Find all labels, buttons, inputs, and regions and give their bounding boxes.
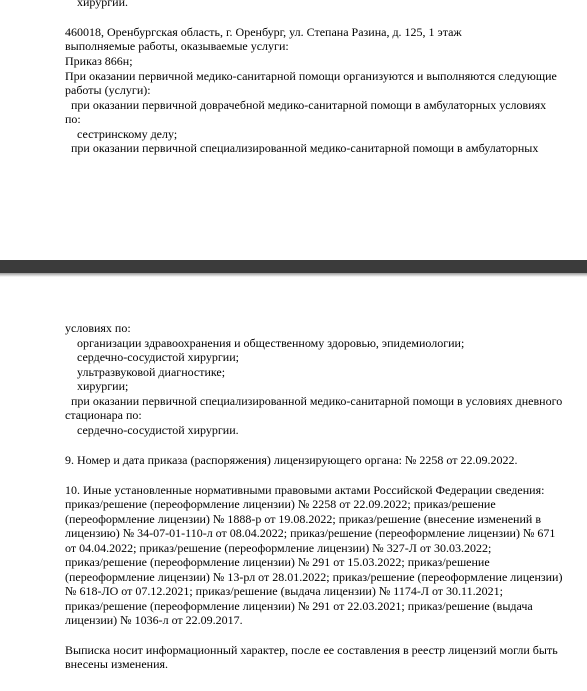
text-line: сестринскому делу; bbox=[77, 127, 178, 141]
text-line: сердечно-сосудистой хирургии; bbox=[77, 350, 239, 364]
text-line: при оказании первичной специализированной медико-санитарной помощи в амбулаторных bbox=[71, 141, 539, 155]
text-line: выполняемые работы, оказываемые услуги: bbox=[65, 39, 289, 53]
text-line: Приказ 866н; bbox=[65, 54, 133, 68]
text-line: хирургии. bbox=[77, 0, 129, 9]
page-separator bbox=[0, 260, 587, 273]
text-line: приказ/решение (переоформление лицензии) № 291 от 15.03.2022; приказ/решение bbox=[65, 555, 490, 569]
text-line: при оказании первичной доврачебной медико-санитарной помощи в амбулаторных условиях bbox=[71, 98, 547, 112]
text-line: № 618-ЛО от 07.12.2021; приказ/решение (выдача лицензии) № 1174-Л от 30.11.2021; bbox=[65, 584, 503, 598]
text-line: организации здравоохранения и общественному здоровью, эпидемиологии; bbox=[77, 336, 465, 350]
text-line: (переоформление лицензии) № 13-рл от 28.01.2022; приказ/решение (переоформление лицензии) bbox=[65, 570, 563, 584]
license-order-number: 9. Номер и дата приказа (распоряжения) лицензирующего органа: № 2258 от 22.09.2022. bbox=[65, 453, 518, 467]
address-line: 460018, Оренбургская область, г. Оренбург, ул. Степана Разина, д. 125, 1 этаж bbox=[65, 25, 462, 39]
text-line: лицензию) № 34-07-01-110-л от 08.04.2022; приказ/решение (переоформление лицензии) № 671 bbox=[65, 526, 556, 540]
text-line: приказ/решение (переоформление лицензии) № 291 от 22.03.2021; приказ/решение (выдача bbox=[65, 599, 533, 613]
text-line: хирургии; bbox=[77, 379, 129, 393]
document-page-1 bbox=[0, 0, 587, 260]
text-line: от 04.04.2022; приказ/решение (переоформление лицензии) № 327-Л от 30.03.2022; bbox=[65, 541, 492, 555]
text-line: условиях по: bbox=[65, 321, 131, 335]
text-line: лицензии) № 1036-л от 22.09.2017. bbox=[65, 613, 243, 627]
text-line: по: bbox=[65, 112, 81, 126]
text-line: при оказании первичной специализированной медико-санитарной помощи в условиях дневного bbox=[71, 394, 563, 408]
disclaimer-line: Выписка носит информационный характер, после ее составления в реестр лицензий могли быть bbox=[65, 643, 558, 657]
disclaimer-line: внесены изменения. bbox=[65, 657, 169, 671]
text-line: приказ/решение (переоформление лицензии) № 2258 от 22.09.2022; приказ/решение bbox=[65, 497, 496, 511]
text-line: работы (услуги): bbox=[65, 83, 151, 97]
text-line: стационара по: bbox=[65, 408, 142, 422]
text-line: сердечно-сосудистой хирургии. bbox=[77, 423, 239, 437]
document-page-2 bbox=[0, 277, 587, 691]
section-10-heading: 10. Иные установленные нормативными правовыми актами Российской Федерации сведения: bbox=[65, 483, 545, 497]
text-line: (переоформление лицензии) № 1888-р от 19.08.2022; приказ/решение (внесение изменений в bbox=[65, 512, 541, 526]
text-line: ультразвуковой диагностике; bbox=[77, 365, 226, 379]
text-line: При оказании первичной медико-санитарной помощи организуются и выполняются следующие bbox=[65, 69, 557, 83]
